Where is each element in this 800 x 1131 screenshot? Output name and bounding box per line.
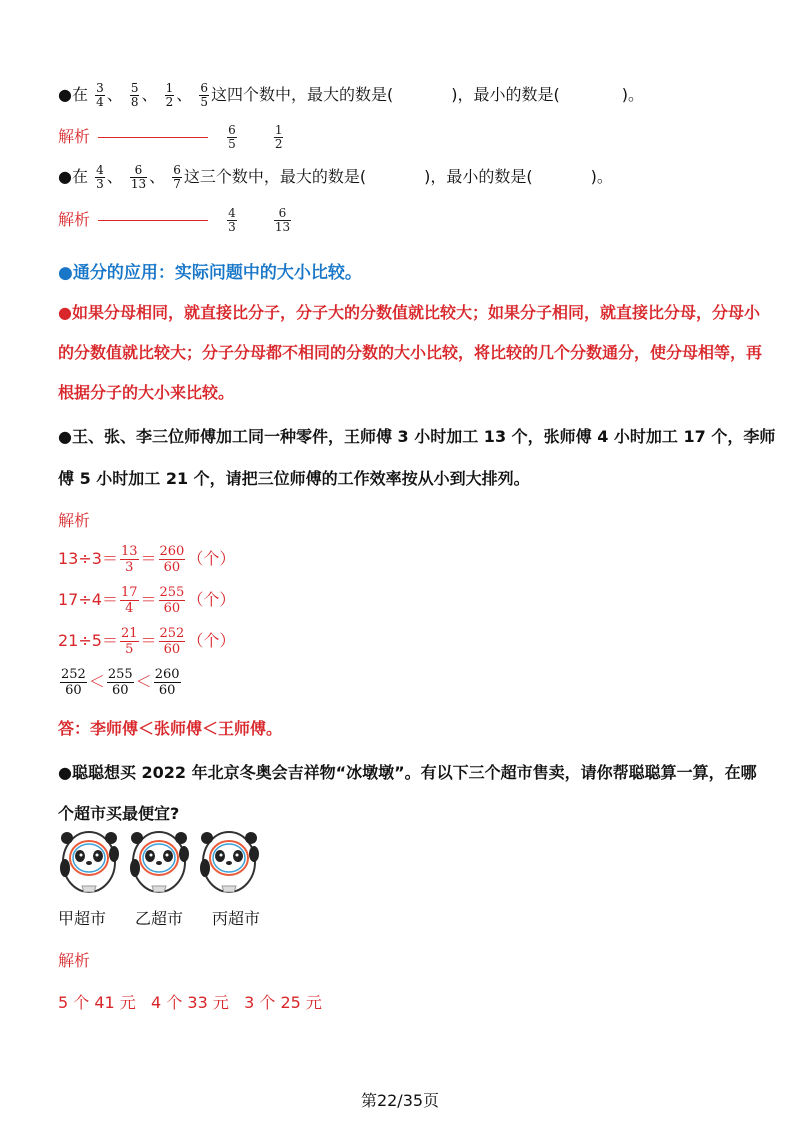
q1-answer-2: $\frac{1}{2}$ xyxy=(274,123,283,151)
q3-line-2: 傅 5 小时加工 21 个，请把三位师傅的工作效率按从小到大排列。 xyxy=(58,469,530,488)
q2-fraction-2: $\frac{6}{13}$ xyxy=(130,163,147,191)
bing-dwen-dwen-mascot-image xyxy=(198,828,260,894)
q3-answer: 答：李师傅＜张师傅＜王师傅。 xyxy=(58,719,283,738)
store-label-jia: 甲超市 xyxy=(58,909,107,928)
less-than: ＜ xyxy=(88,672,105,691)
unit: （个） xyxy=(187,590,236,609)
q2-analysis xyxy=(58,207,760,234)
bullet: ● xyxy=(58,85,72,104)
q1-answer-1: $\frac{6}{5}$ xyxy=(228,123,236,151)
q2-lead: 在 xyxy=(71,167,88,186)
separator: 、 xyxy=(106,85,123,104)
step-fraction: $\frac{21}{5}$ xyxy=(120,626,138,657)
q3-line-1: ●王、张、李三位师傅加工同一种零件，王师傅 3 小时加工 13 个，张师傅 4 小时加工 17 个，李师 xyxy=(58,427,776,446)
q1-middle: 这四个数中，最大的数是( xyxy=(210,85,394,104)
unit: （个） xyxy=(187,631,236,650)
answer-underline xyxy=(98,220,208,221)
step-fraction: $\frac{17}{4}$ xyxy=(120,585,138,616)
q1-between: )，最小的数是( xyxy=(451,85,560,104)
q3-comparison xyxy=(58,667,760,698)
page-number: 第22/35页 xyxy=(360,1091,440,1110)
q3-step-2 xyxy=(58,585,760,616)
q4-line-1: ●聪聪想买 2022 年北京冬奥会吉祥物“冰墩墩”。有以下三个超市售卖，请你帮聪聪算一算，在哪 xyxy=(58,763,757,782)
step-fraction: $\frac{252}{60}$ xyxy=(159,626,185,657)
q1-end: )。 xyxy=(621,85,644,104)
question-2 xyxy=(58,164,760,191)
q4-prices: 5 个 41 元 4 个 33 元 3 个 25 元 xyxy=(58,993,322,1012)
section-title: ●通分的应用：实际问题中的大小比较。 xyxy=(58,263,362,283)
answer-underline xyxy=(98,137,208,138)
q4-line-2: 个超市买最便宜? xyxy=(58,804,180,823)
q3-step-3 xyxy=(58,626,760,657)
store-label-bing: 丙超市 xyxy=(212,909,261,928)
less-than: ＜ xyxy=(135,672,152,691)
separator: 、 xyxy=(176,85,193,104)
bing-dwen-dwen-mascot-image xyxy=(128,828,190,894)
separator: 、 xyxy=(149,167,166,186)
compare-fraction-b: $\frac{255}{60}$ xyxy=(107,667,133,698)
separator: 、 xyxy=(106,167,123,186)
equals: ＝ xyxy=(140,549,157,568)
equals: ＝ xyxy=(140,631,157,650)
equals: ＝ xyxy=(140,590,157,609)
q3-step-1 xyxy=(58,544,760,575)
q2-answer-1: $\frac{4}{3}$ xyxy=(228,206,236,234)
bing-dwen-dwen-mascot-image xyxy=(58,828,120,894)
q2-answer-2: $\frac{6}{13}$ xyxy=(274,206,291,234)
compare-fraction-c: $\frac{260}{60}$ xyxy=(154,667,180,698)
q4-analysis-label: 解析 xyxy=(58,951,91,970)
q3-analysis-label: 解析 xyxy=(58,511,91,530)
q1-fraction-2: $\frac{5}{8}$ xyxy=(130,81,139,109)
q1-analysis xyxy=(58,124,760,151)
q2-end: )。 xyxy=(590,167,613,186)
compare-fraction-a: $\frac{252}{60}$ xyxy=(61,667,86,698)
rule-line-2: 的分数值就比较大；分子分母都不相同的分数的大小比较，将比较的几个分数通分，使分母相等，再 xyxy=(58,343,763,362)
step-fraction: $\frac{13}{3}$ xyxy=(120,544,138,575)
q2-fraction-3: $\frac{6}{7}$ xyxy=(173,163,181,191)
step-fraction: $\frac{255}{60}$ xyxy=(159,585,185,616)
analysis-label: 解析 xyxy=(58,127,91,146)
q1-lead: 在 xyxy=(71,85,88,104)
separator: 、 xyxy=(141,85,158,104)
rule-line-3: 根据分子的大小来比较。 xyxy=(58,383,235,402)
mascot-row xyxy=(58,828,278,898)
step-expression: 17÷4＝ xyxy=(58,590,118,609)
step-fraction: $\frac{260}{60}$ xyxy=(159,544,185,575)
rule-line-1: ●如果分母相同，就直接比分子，分子大的分数值就比较大；如果分子相同，就直接比分母，分母小 xyxy=(58,303,760,322)
store-label-yi: 乙超市 xyxy=(135,909,184,928)
step-expression: 21÷5＝ xyxy=(58,631,118,650)
unit: （个） xyxy=(187,549,236,568)
q2-between: )，最小的数是( xyxy=(424,167,533,186)
q1-fraction-1: $\frac{3}{4}$ xyxy=(96,81,104,109)
analysis-label: 解析 xyxy=(58,210,91,229)
bullet: ● xyxy=(58,167,72,186)
q2-fraction-1: $\frac{4}{3}$ xyxy=(96,163,104,191)
q1-fraction-3: $\frac{1}{2}$ xyxy=(165,81,174,109)
question-1 xyxy=(58,82,760,109)
step-expression: 13÷3＝ xyxy=(58,549,118,568)
q1-fraction-4: $\frac{6}{5}$ xyxy=(200,81,208,109)
q2-middle: 这三个数中，最大的数是( xyxy=(183,167,367,186)
